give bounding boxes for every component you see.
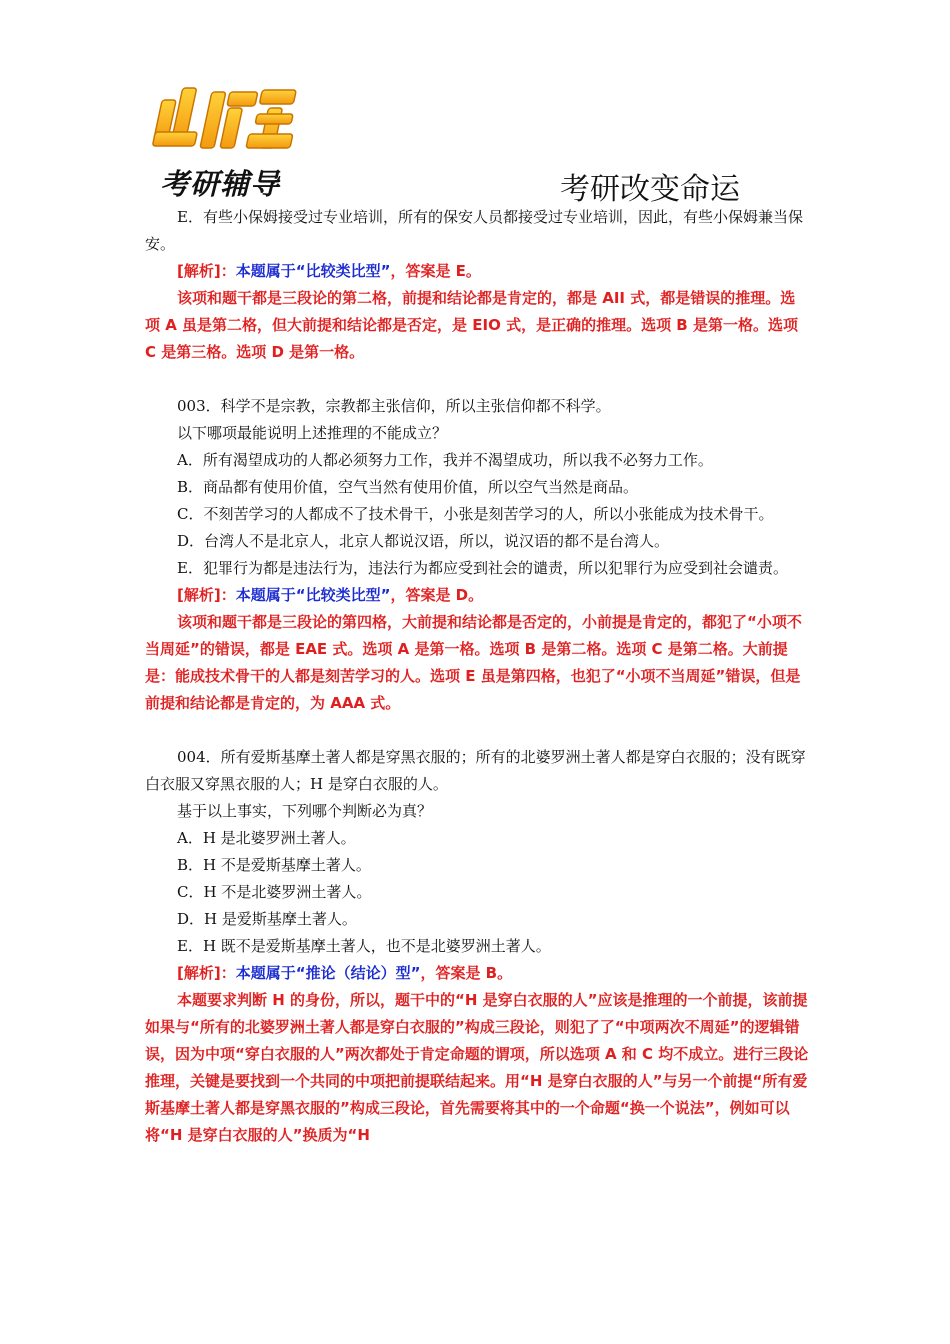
q003-option-b: B．商品都有使用价值，空气当然有使用价值，所以空气当然是商品。 (177, 478, 639, 496)
analysis-type: 本题属于“推论（结论）型” (235, 964, 421, 982)
spacer (145, 366, 810, 393)
q003-stem: 003．科学不是宗教，宗教都主张信仰，所以主张信仰都不科学。 (177, 397, 611, 415)
q003-explanation: 该项和题干都是三段论的第四格，大前提和结论都是否定的，小前提是肯定的，都犯了“小项不当周延”的错误，都是 EAE 式。选项 A 是第一格。选项 B 是第二格。选项 C 是第二格。大前提是：能成技术骨干的人都是刻苦学习的人。选项 E 虽是第四格，也犯了“小项不当周延”错误，但是前提和结论都是肯定的，为 AAA 式。 (145, 613, 802, 712)
q004-option-b: B．H 不是爱斯基摩土著人。 (177, 856, 371, 874)
brand-logo (150, 82, 310, 200)
q003-question: 以下哪项最能说明上述推理的不能成立？ (177, 424, 448, 442)
document-body (145, 204, 810, 1149)
q004-question: 基于以上事实，下列哪个判断必为真？ (177, 802, 433, 820)
analysis-answer: ，答案是 E。 (390, 262, 481, 280)
q004-analysis (145, 960, 810, 987)
q004-option-d: D．H 是爱斯基摩土著人。 (177, 910, 357, 928)
q002-explanation: 该项和题干都是三段论的第二格，前提和结论都是肯定的，都是 AII 式，都是错误的推理。选项 A 虽是第二格，但大前提和结论都是否定，是 EIO 式，是正确的推理。选项 B 是第一格。选项 C 是第三格。选项 D 是第一格。 (145, 289, 798, 361)
q003-option-c: C．不刻苦学习的人都成不了技术骨干，小张是刻苦学习的人，所以小张能成为技术骨干。 (177, 505, 774, 523)
q004-stem: 004．所有爱斯基摩土著人都是穿黑衣服的；所有的北婆罗洲土著人都是穿白衣服的；没有既穿白衣服又穿黑衣服的人；H 是穿白衣服的人。 (145, 748, 806, 793)
q003-option-d: D．台湾人不是北京人，北京人都说汉语，所以，说汉语的都不是台湾人。 (177, 532, 670, 550)
logo-subtitle: 考研辅导 (160, 167, 281, 201)
q004-explanation: 本题要求判断 H 的身份，所以，题干中的“H 是穿白衣服的人”应该是推理的一个前提，该前提如果与“所有的北婆罗洲土著人都是穿白衣服的”构成三段论，则犯了了“中项两次不周延”的逻辑错误，因为中项“穿白衣服的人”两次都处于肯定命题的谓项，所以选项 A 和 C 均不成立。进行三段论推理，关键是要找到一个共同的中项把前提联结起来。用“H 是穿白衣服的人”与另一个前提“所有爱斯基摩土著人都是穿黑衣服的”构成三段论，首先需要将其中的一个命题“换一个说法”，例如可以将“H 是穿白衣服的人”换质为“H (145, 991, 809, 1144)
analysis-prefix: [解析]： (177, 262, 236, 280)
analysis-prefix: [解析]： (177, 964, 236, 982)
q002-option-e: E．有些小保姆接受过专业培训，所有的保安人员都接受过专业培训，因此，有些小保姆兼当保安。 (145, 208, 803, 253)
q004-option-c: C．H 不是北婆罗洲土著人。 (177, 883, 372, 901)
q004-option-e: E．H 既不是爱斯基摩土著人，也不是北婆罗洲土著人。 (177, 937, 551, 955)
spacer (145, 717, 810, 744)
analysis-answer: ，答案是 D。 (390, 586, 484, 604)
q003-option-a: A．所有渴望成功的人都必须努力工作，我并不渴望成功，所以我不必努力工作。 (177, 451, 713, 469)
header-slogan: 考研改变命运 (560, 172, 740, 207)
q003-analysis (145, 582, 810, 609)
q004-option-a: A．H 是北婆罗洲土著人。 (177, 829, 356, 847)
analysis-prefix: [解析]： (177, 586, 236, 604)
q003-option-e: E．犯罪行为都是违法行为，违法行为都应受到社会的谴责，所以犯罪行为应受到社会谴责。 (177, 559, 788, 577)
logo-mark-icon (150, 82, 310, 160)
analysis-type: 本题属于“比较类比型” (235, 586, 391, 604)
q002-analysis (145, 258, 810, 285)
analysis-answer: ，答案是 B。 (420, 964, 513, 982)
analysis-type: 本题属于“比较类比型” (235, 262, 391, 280)
